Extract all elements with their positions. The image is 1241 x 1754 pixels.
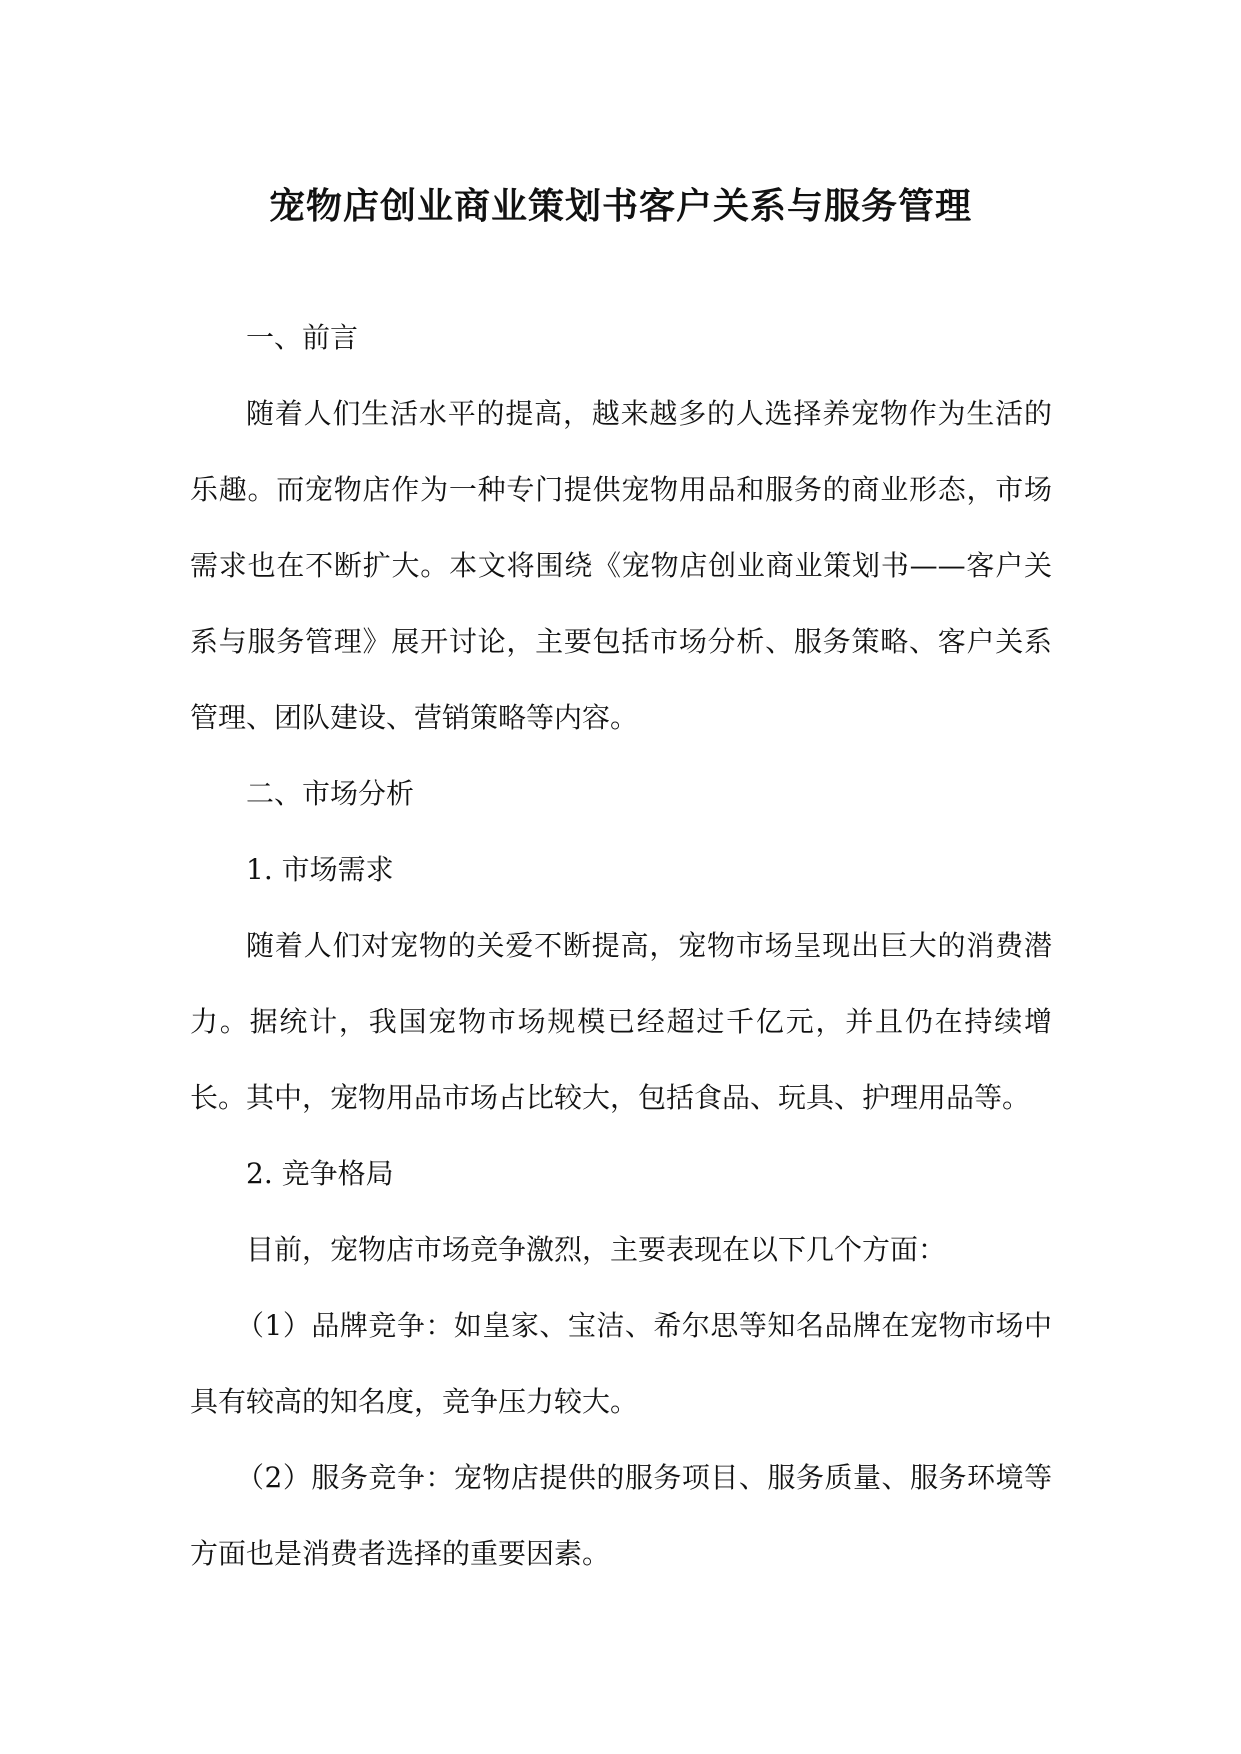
subheading-competition: 2. 竞争格局 <box>246 1157 394 1190</box>
section-heading-market-analysis: 二、市场分析 <box>246 777 415 810</box>
list-item-service-competition: （2）服务竞争：宠物店提供的服务项目、服务质量、服务环境等方面也是消费者选择的重要因素。 <box>190 1461 1052 1570</box>
paragraph-market-demand: 随着人们对宠物的关爱不断提高，宠物市场呈现出巨大的消费潜力。据统计，我国宠物市场规模已经超过千亿元，并且仍在持续增长。其中，宠物用品市场占比较大，包括食品、玩具、护理用品等。 <box>190 929 1052 1114</box>
paragraph-intro: 随着人们生活水平的提高，越来越多的人选择养宠物作为生活的乐趣。而宠物店作为一种专门提供宠物用品和服务的商业形态，市场需求也在不断扩大。本文将围绕《宠物店创业商业策划书——客户关系与服务管理》展开讨论，主要包括市场分析、服务策略、客户关系管理、团队建设、营销策略等内容。 <box>190 397 1052 734</box>
document-title: 宠物店创业商业策划书客户关系与服务管理 <box>268 185 972 227</box>
list-item-brand-competition: （1）品牌竞争：如皇家、宝洁、希尔思等知名品牌在宠物市场中具有较高的知名度，竞争压力较大。 <box>190 1309 1052 1418</box>
document-body <box>190 300 1052 1592</box>
subheading-market-demand: 1. 市场需求 <box>246 853 394 886</box>
section-heading-preface: 一、前言 <box>246 321 359 354</box>
paragraph-competition-intro: 目前，宠物店市场竞争激烈，主要表现在以下几个方面： <box>246 1233 947 1266</box>
